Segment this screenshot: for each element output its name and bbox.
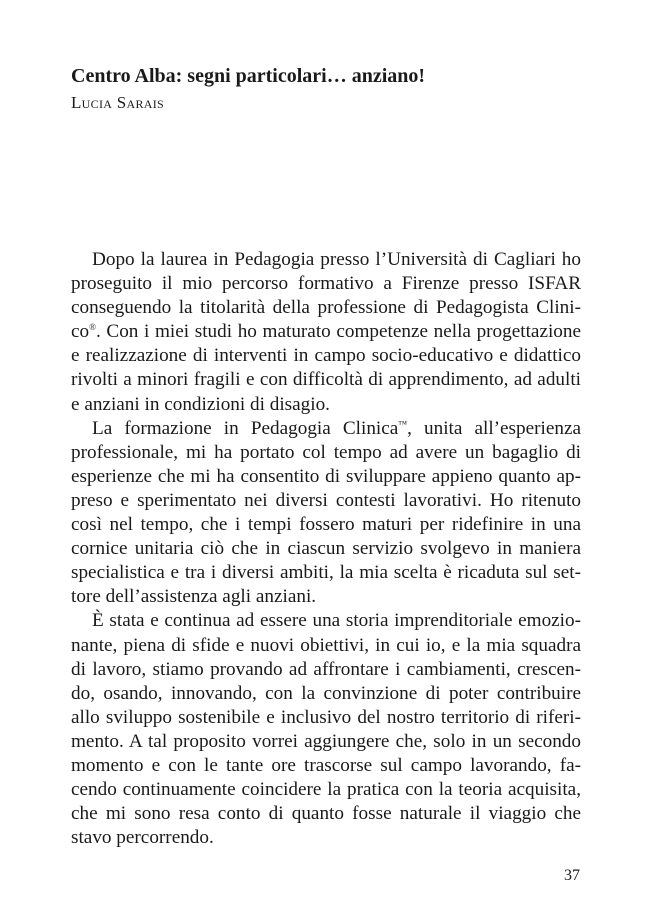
paragraph-text: Dopo la laurea in Pedagogia presso l’Università di Cagliari ho proseguito il mio percorso formativo a Firenze presso ISFAR conseguendo la titolarità della professione di Pedagogista Clini-co (71, 249, 581, 343)
registered-mark: ® (89, 322, 96, 333)
body-paragraph (71, 609, 581, 850)
chapter-author: Lucia Sarais (71, 93, 165, 112)
paragraph-text: . Con i miei studi ho maturato competenze nella progettazione e realizzazione di interventi in campo socio-educativo e didattico rivolti a minori fragili e con difficoltà di apprendimento, ad adulti e anziani in condizioni di disagio. (71, 321, 581, 415)
paragraph-text: È stata e continua ad essere una storia imprenditoriale emozio-nante, piena di sfide e nuovi obiettivi, in cui io, e la mia squadra di lavoro, stiamo provando ad affrontare i cambiamenti, crescen-do, osando, innovando, con la convinzione di poter contribuire allo sviluppo sostenibile e inclusivo del nostro territorio di riferi-mento. A tal proposito vorrei aggiungere che, solo in un secondo momento e con le tante ore trascorse sul campo lavorando, fa-cendo continuamente coincidere la pratica con la teoria acquisita, che mi sono resa conto di quanto fosse naturale il viaggio che stavo percorrendo. (71, 610, 581, 849)
paragraph-text: , unita all’esperienza professionale, mi ha portato col tempo ad avere un bagaglio di esperienze che mi ha consentito di sviluppare appieno quanto ap-preso e sperimentato nei diversi contesti lavorativi. Ho ritenuto così nel tempo, che i tempi fossero maturi per ridefinire in una cornice unitaria ciò che in ciascun servizio svolgevo in maniera specialistica e tra i diversi ambiti, la mia scelta è ricaduta sul set-tore dell’assistenza agli anziani. (71, 417, 581, 608)
chapter-body (71, 248, 581, 850)
paragraph-text: La formazione in Pedagogia Clinica (92, 417, 399, 439)
chapter-title: Centro Alba: segni particolari… anziano! (71, 65, 426, 87)
body-paragraph (71, 417, 581, 610)
trademark-mark: ™ (398, 418, 408, 429)
body-paragraph (71, 248, 581, 417)
page-number: 37 (564, 867, 580, 884)
